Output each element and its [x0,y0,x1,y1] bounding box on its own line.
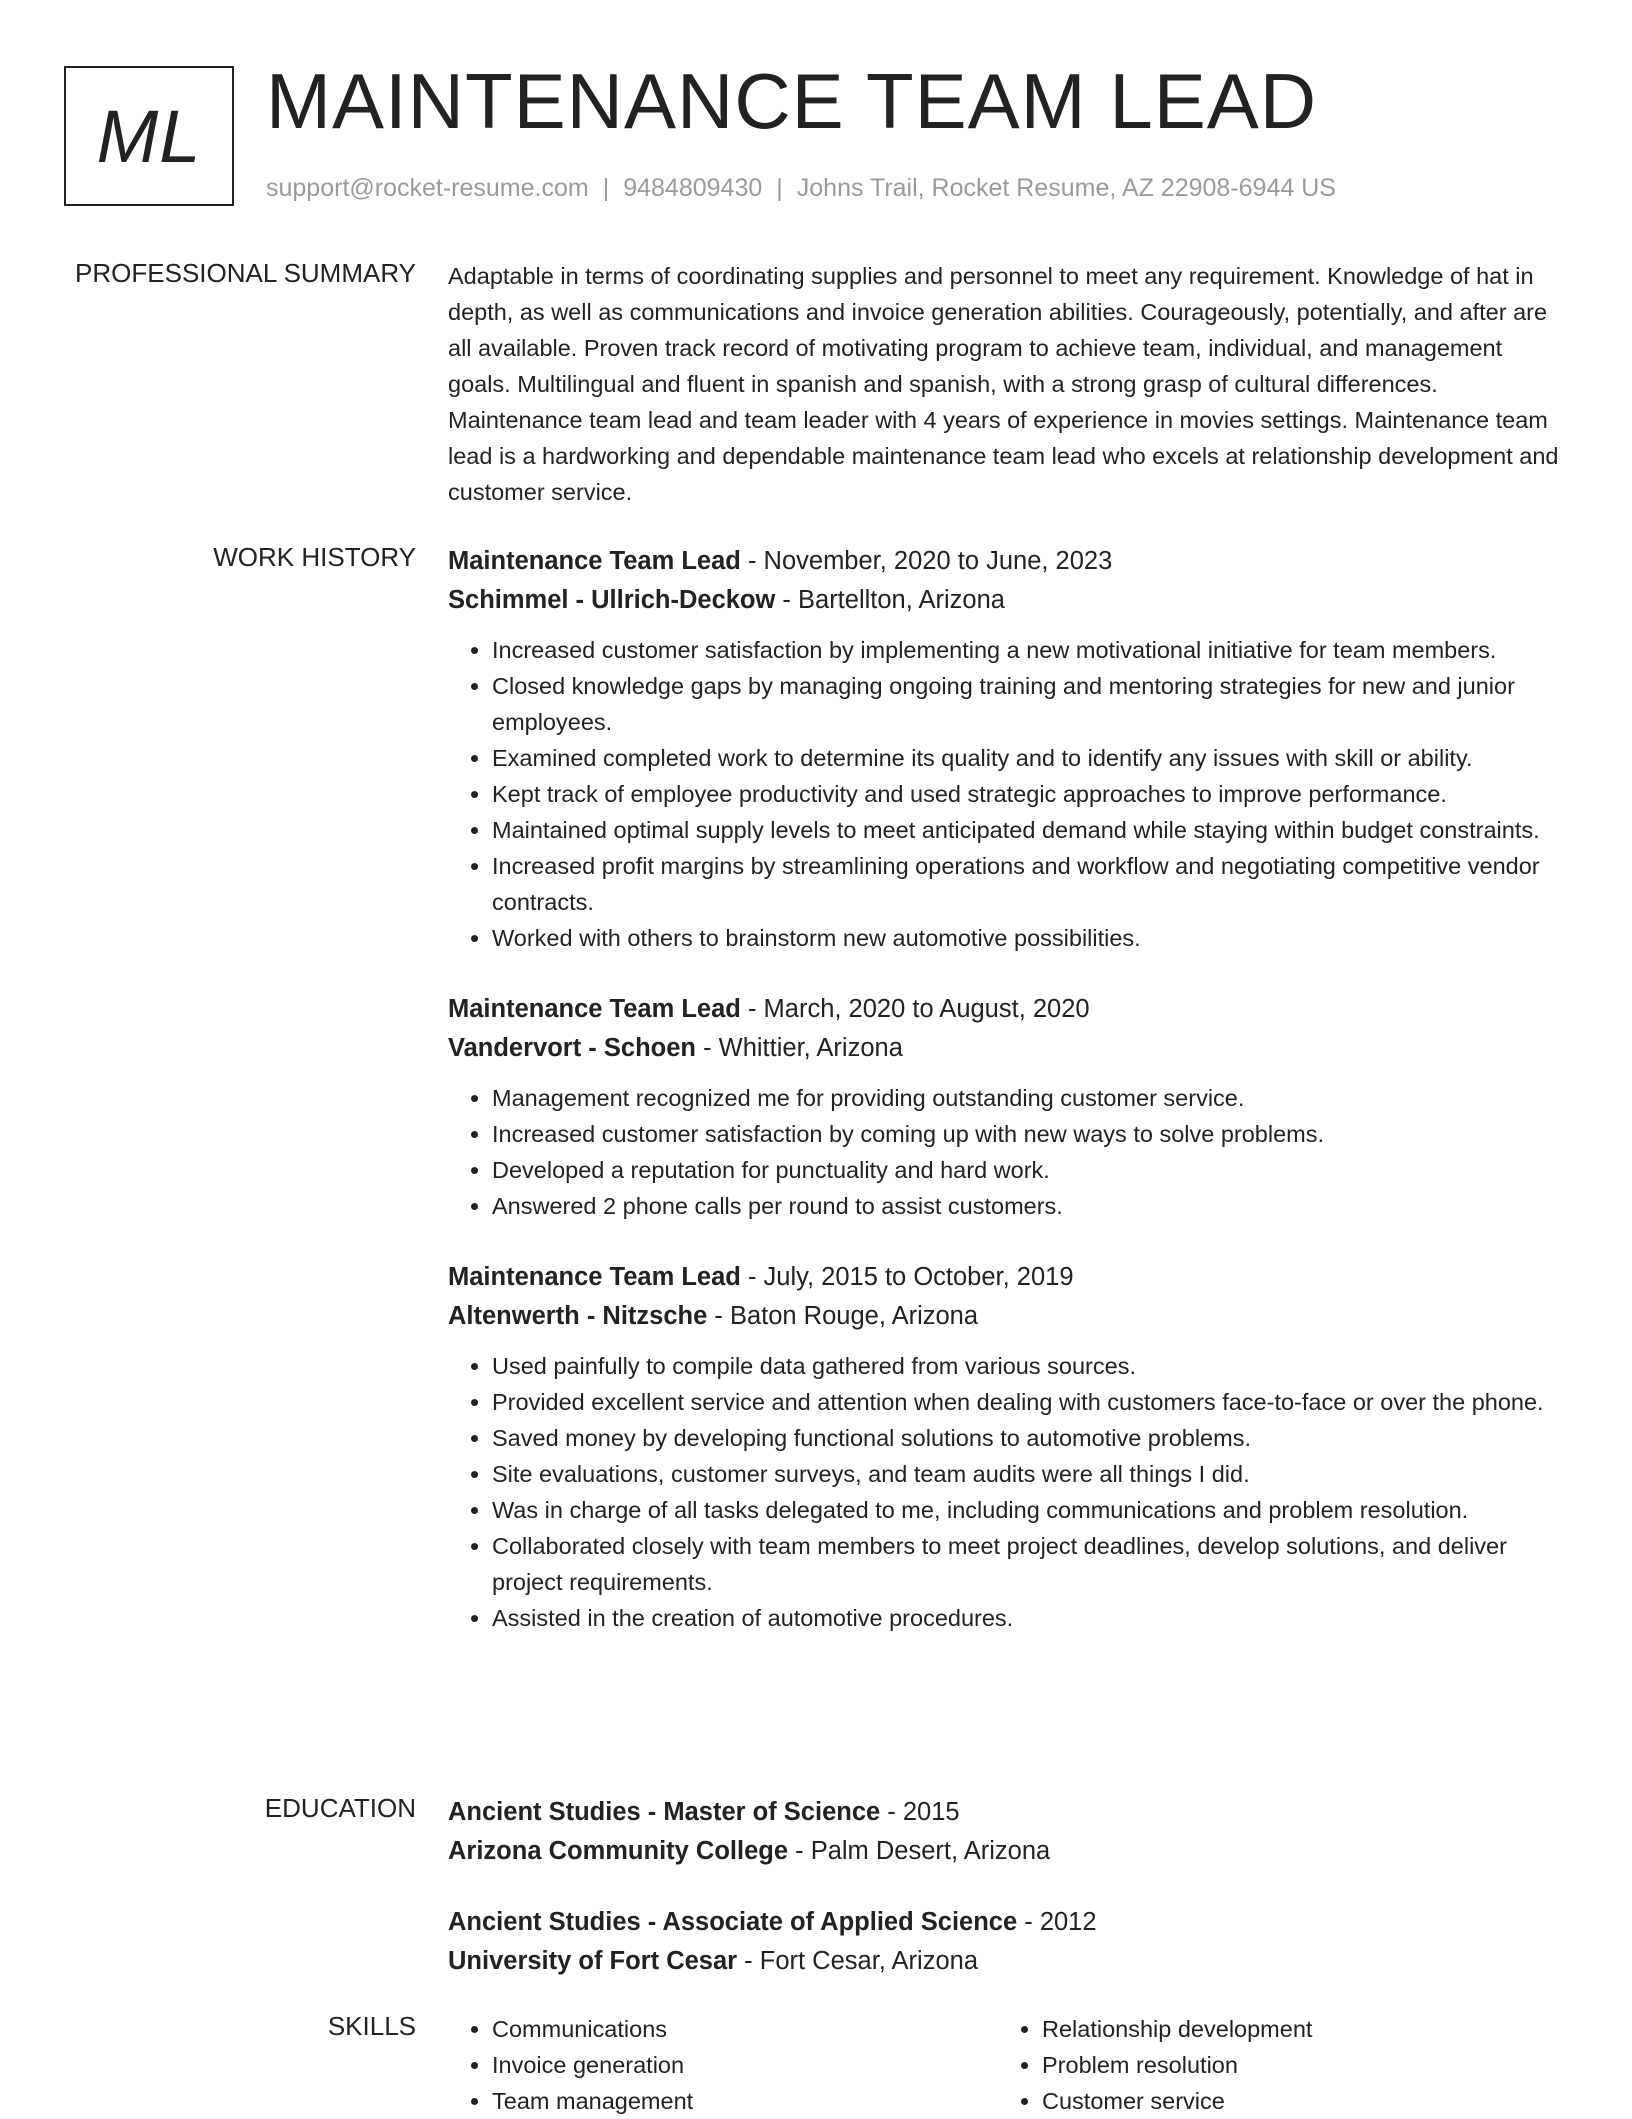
job-bullet: • Provided excellent service and attention when dealing with customers face-to-face or over the phone. [492,1384,1568,1420]
job-title: Maintenance Team Lead [448,1263,741,1291]
skill-item: • Team management [492,2083,998,2119]
education-school-line [448,1832,1568,1871]
education-school-line [448,1942,1568,1981]
summary-text: Adaptable in terms of coordinating supplies and personnel to meet any requirement. Knowledge of hat in depth, as well as communications and invoice generation abilities. Courageously, potentially, and after are all available. Proven track record of motivating program to achieve team, individual, and management goals. Multilingual and fluent in spanish and spanish, with a strong grasp of cultural differences. Maintenance team lead and team leader with 4 years of experience in movies settings. Maintenance team lead is a hardworking and dependable maintenance team lead who excels at relationship development and customer service. [448,263,1559,505]
education-degree-line [448,1793,1568,1832]
job-bullet: • Examined completed work to determine its quality and to identify any issues with skill or ability. [492,740,1568,776]
education-body [448,1793,1568,2013]
job-dates: - March, 2020 to August, 2020 [740,995,1090,1023]
job-bullet: • Closed knowledge gaps by managing ongoing training and mentoring strategies for new and junior employees. [492,668,1568,740]
education-school: University of Fort Cesar [448,1947,738,1975]
job-company: Altenwerth - Nitzsche [448,1302,708,1330]
job-title: Maintenance Team Lead [448,995,741,1023]
contact-phone[interactable]: 9484809430 [623,174,763,202]
job-dates: - July, 2015 to October, 2019 [740,1263,1074,1291]
skill-item: • Invoice generation [492,2047,998,2083]
education-degree: Ancient Studies - Associate of Applied Science [448,1908,1018,1936]
job-bullet: • Developed a reputation for punctuality and hard work. [492,1152,1568,1188]
job-bullet: • Increased customer satisfaction by coming up with new ways to solve problems. [492,1116,1568,1152]
contact-separator: | [602,174,610,202]
summary-body [448,258,1568,510]
job-bullet: • Collaborated closely with team members to meet project deadlines, develop solutions, and deliver project requirements. [492,1528,1568,1600]
education-entry [448,1793,1568,1871]
job-dates: - November, 2020 to June, 2023 [740,547,1113,575]
education-school: Arizona Community College [448,1837,789,1865]
skills-list-right [998,2011,1548,2119]
education-year: - 2012 [1017,1908,1097,1936]
job-location: - Whittier, Arizona [695,1034,903,1062]
job-bullet: • Increased profit margins by streamlining operations and workflow and negotiating competitive vendor contracts. [492,848,1568,920]
job-bullet: • Site evaluations, customer surveys, and team audits were all things I did. [492,1456,1568,1492]
job-bullet: • Increased customer satisfaction by implementing a new motivational initiative for team members. [492,632,1568,668]
education-entry [448,1903,1568,1981]
work-history-body [448,542,1568,1670]
section-heading-work-history: WORK HISTORY [213,542,416,572]
job-title: Maintenance Team Lead [448,547,741,575]
monogram-badge [64,66,234,206]
skills-grid [448,2011,1568,2119]
section-heading-summary: PROFESSIONAL SUMMARY [75,258,416,288]
job-company-line [448,581,1568,620]
job-entry [448,990,1568,1224]
job-location: - Bartellton, Arizona [775,586,1005,614]
job-title-line [448,990,1568,1029]
education-year: - 2015 [880,1798,960,1826]
job-location: - Baton Rouge, Arizona [707,1302,979,1330]
job-bullet-list [448,632,1568,956]
job-bullet: • Saved money by developing functional solutions to automotive problems. [492,1420,1568,1456]
job-bullet: • Answered 2 phone calls per round to assist customers. [492,1188,1568,1224]
job-entry [448,542,1568,956]
job-bullet-list [448,1080,1568,1224]
job-bullet: • Maintained optimal supply levels to meet anticipated demand while staying within budget constraints. [492,812,1568,848]
section-heading-skills: SKILLS [327,2011,416,2041]
job-bullet: • Was in charge of all tasks delegated to me, including communications and problem resolution. [492,1492,1568,1528]
job-company-line [448,1297,1568,1336]
job-bullet: • Worked with others to brainstorm new automotive possibilities. [492,920,1568,956]
contact-separator: | [776,174,783,202]
job-bullet: • Kept track of employee productivity and used strategic approaches to improve performance. [492,776,1568,812]
section-heading-education: EDUCATION [264,1793,416,1823]
contact-address: Johns Trail, Rocket Resume, AZ 22908-6944 US [796,174,1336,202]
education-degree: Ancient Studies - Master of Science [448,1798,881,1826]
contact-email[interactable]: support@rocket-resume.com [266,174,589,202]
job-title-line [448,1258,1568,1297]
skills-body [448,2011,1568,2119]
job-company: Vandervort - Schoen [448,1034,696,1062]
skill-item: • Communications [492,2011,998,2047]
skill-item: • Problem resolution [1042,2047,1548,2083]
job-title-line [448,542,1568,581]
skills-list-left [448,2011,998,2119]
education-location: - Palm Desert, Arizona [788,1837,1051,1865]
job-bullet: • Used painfully to compile data gathered from various sources. [492,1348,1568,1384]
education-location: - Fort Cesar, Arizona [737,1947,979,1975]
job-entry [448,1258,1568,1636]
monogram-initials: ML [96,94,202,178]
skill-item: • Customer service [1042,2083,1548,2119]
contact-line [266,174,1336,203]
skill-item: • Relationship development [1042,2011,1548,2047]
job-company: Schimmel - Ullrich-Deckow [448,586,776,614]
job-bullet-list [448,1348,1568,1636]
education-degree-line [448,1903,1568,1942]
job-bullet: • Assisted in the creation of automotive procedures. [492,1600,1568,1636]
resume-title: MAINTENANCE TEAM LEAD [266,57,1318,145]
job-company-line [448,1029,1568,1068]
job-bullet: • Management recognized me for providing outstanding customer service. [492,1080,1568,1116]
